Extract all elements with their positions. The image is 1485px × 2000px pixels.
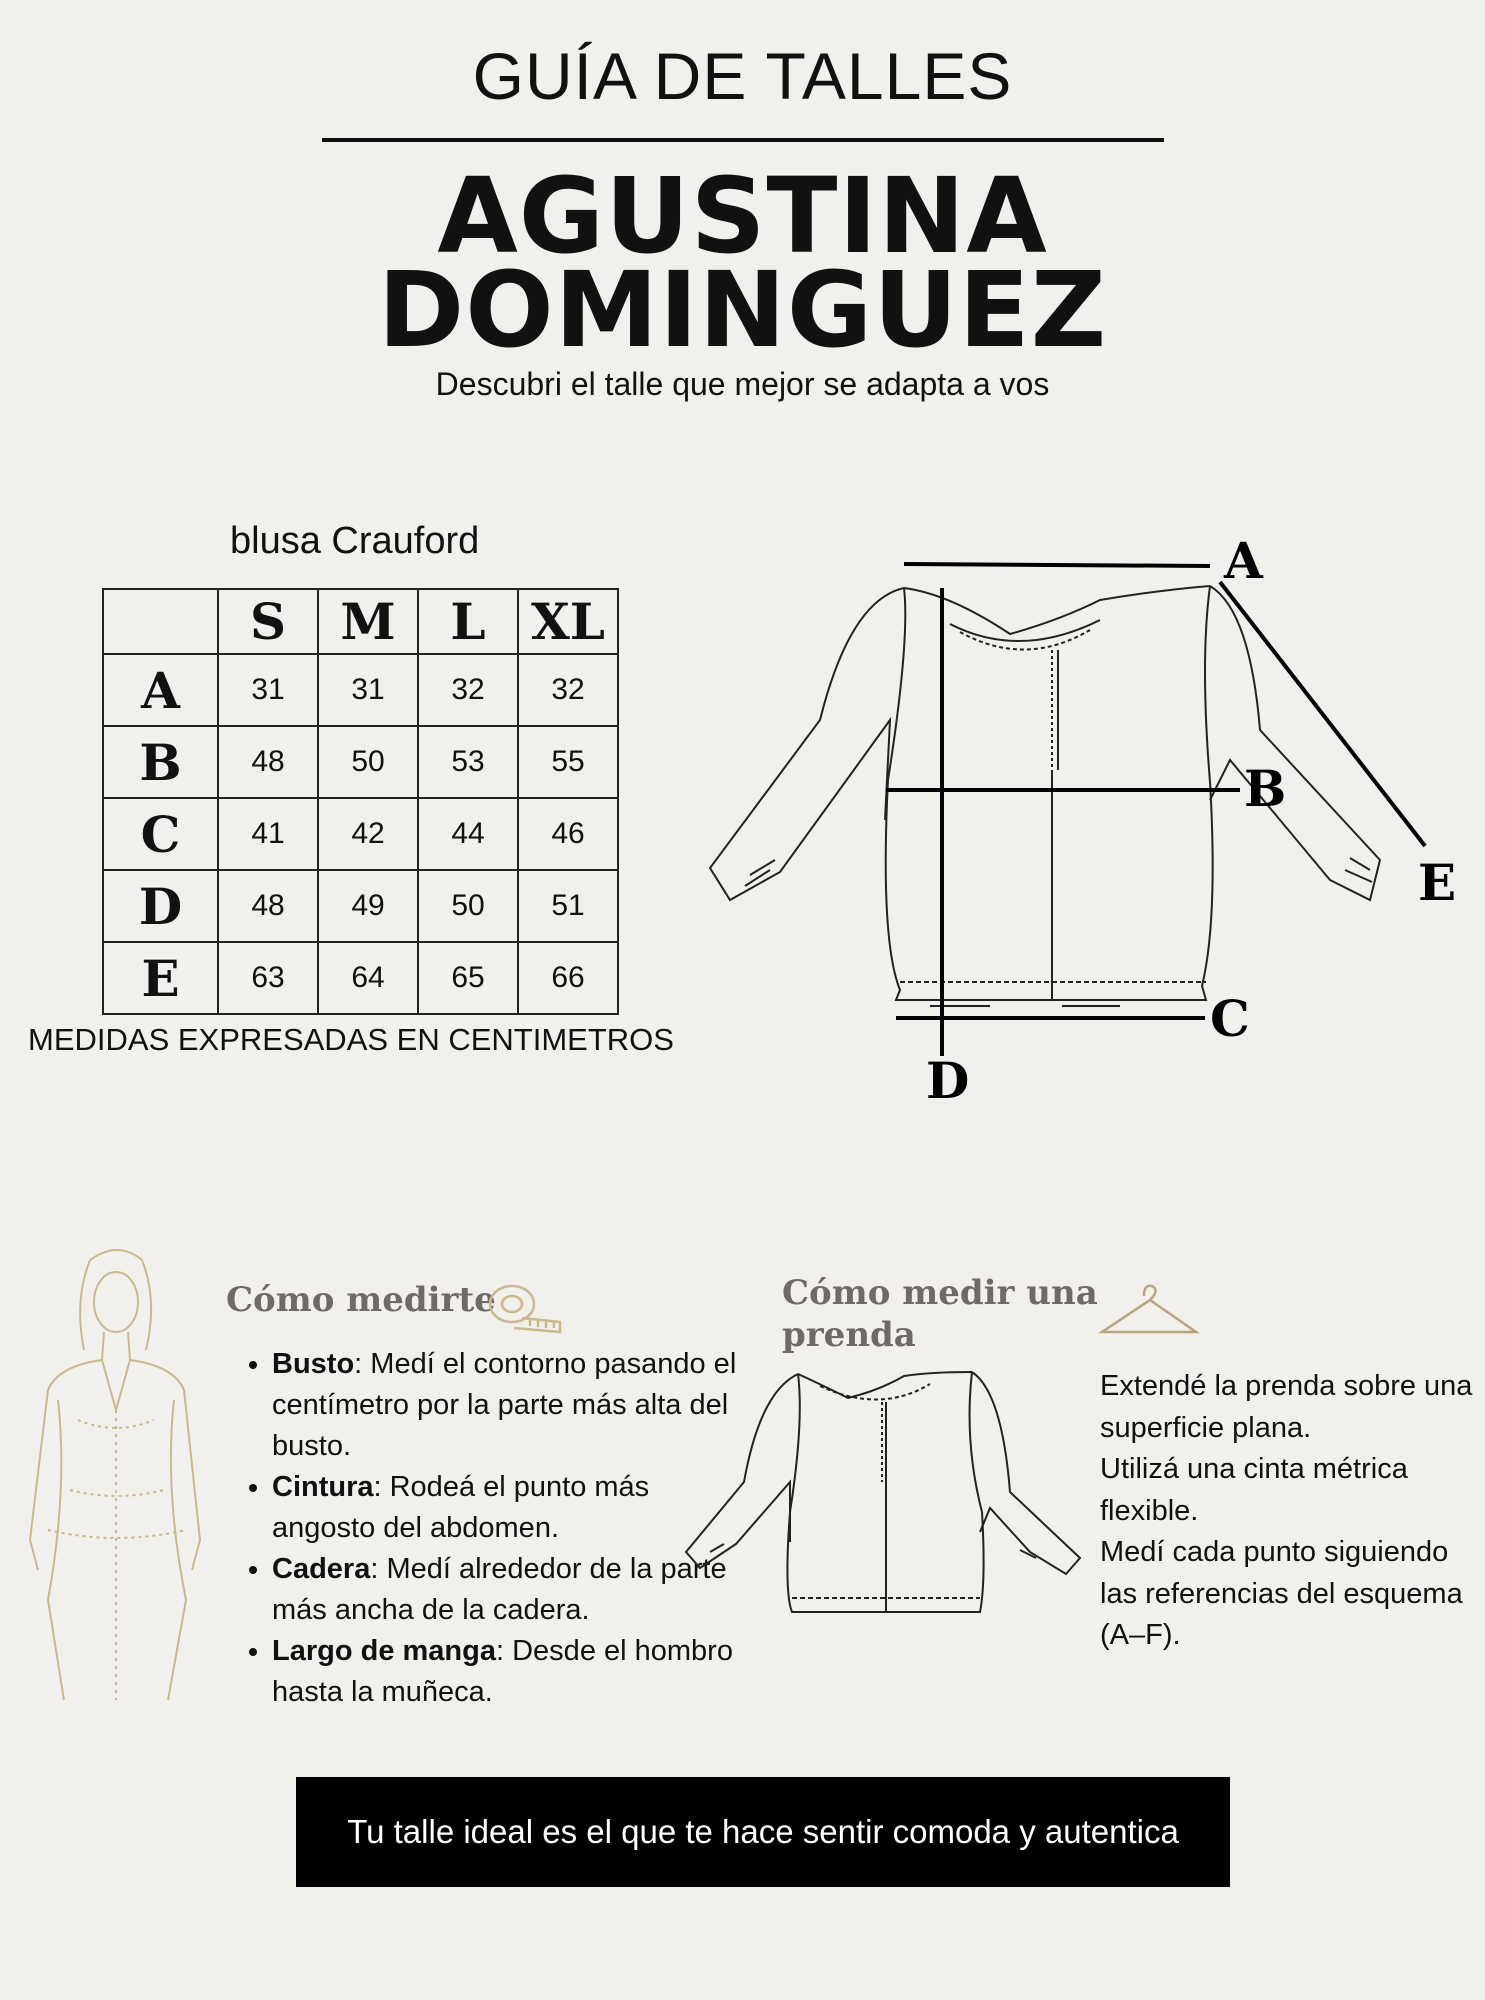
table-cell: 42 [318,798,418,870]
garment-diagram [690,520,1457,1110]
label-e: E [1418,853,1457,912]
garment-measure-title [782,1272,1098,1356]
table-cell: 32 [418,654,518,726]
table-corner-cell [103,589,218,654]
list-item [272,1467,742,1549]
footer-banner [296,1777,1230,1887]
row-label-a: A [103,654,218,726]
table-cell: 51 [518,870,618,942]
page-title: GUÍA DE TALLES [472,39,1013,113]
table-cell: 41 [218,798,318,870]
units-note: MEDIDAS EXPRESADAS EN CENTIMETROS [28,1022,674,1057]
table-row [103,942,618,1014]
title-divider [322,138,1164,142]
tip-text: : Rodeá el punto más angosto del abdomen. [272,1471,650,1544]
tip-term: Busto [272,1348,355,1380]
tip-text: : Medí el contorno pasando el centímetro por la parte más alta del busto. [272,1348,737,1462]
label-c: C [1210,989,1250,1048]
size-table [102,588,619,1015]
list-item [272,1549,742,1631]
step-text: Extendé la prenda sobre una superficie plana. [1100,1370,1473,1444]
table-header-row [103,589,618,654]
table-cell: 32 [518,654,618,726]
woman-figure-illustration [18,1240,208,1700]
table-row [103,654,618,726]
row-label-d: D [103,870,218,942]
table-cell: 64 [318,942,418,1014]
brand-name-line2: DOMINGUEZ [377,249,1108,371]
column-header-xl: XL [518,589,618,654]
table-row [103,726,618,798]
table-cell: 46 [518,798,618,870]
label-b: B [1244,759,1287,818]
row-label-b: B [103,726,218,798]
table-cell: 48 [218,870,318,942]
measure-tips-list [236,1344,742,1713]
row-label-e: E [103,942,218,1014]
table-cell: 50 [318,726,418,798]
step-text: Utilizá una cinta métrica flexible. [1100,1453,1408,1527]
table-caption: blusa Crauford [230,520,480,562]
garment-measure-title-line1: Cómo medir una [782,1273,1098,1313]
tip-text: : Medí alrededor de la parte más ancha de la cadera. [272,1553,727,1626]
table-cell: 53 [418,726,518,798]
table-cell: 31 [318,654,418,726]
table-cell: 55 [518,726,618,798]
tip-term: Cadera [272,1553,371,1585]
column-header-m: M [318,589,418,654]
step-text: Medí cada punto siguiendo las referencias del esquema (A–F). [1100,1536,1463,1651]
hanger-icon [1098,1282,1202,1342]
garment-measure-title-line2: prenda [782,1315,916,1355]
table-row [103,870,618,942]
column-header-s: S [218,589,318,654]
table-row [103,798,618,870]
list-item [272,1344,742,1467]
table-cell: 44 [418,798,518,870]
table-cell: 63 [218,942,318,1014]
banner-text: Tu talle ideal es el que te hace sentir comoda y autentica [347,1813,1179,1850]
table-cell: 31 [218,654,318,726]
table-cell: 49 [318,870,418,942]
tip-term: Cintura [272,1471,374,1503]
row-label-c: C [103,798,218,870]
label-a: A [1224,531,1263,590]
tip-term: Largo de manga [272,1635,496,1667]
table-cell: 48 [218,726,318,798]
table-cell: 65 [418,942,518,1014]
column-header-l: L [418,589,518,654]
garment-steps [1100,1366,1485,1657]
measuring-tape-icon [484,1278,568,1334]
table-cell: 66 [518,942,618,1014]
brand-name-line1: AGUSTINA [437,155,1048,277]
table-cell: 50 [418,870,518,942]
label-d: D [926,1051,970,1110]
list-item [272,1631,742,1713]
how-to-measure-title: Cómo medirte [226,1280,496,1320]
blouse-sketch [680,1362,1100,1622]
tagline: Descubri el talle que mejor se adapta a vos [435,366,1050,402]
tip-text: : Desde el hombro hasta la muñeca. [272,1635,733,1708]
